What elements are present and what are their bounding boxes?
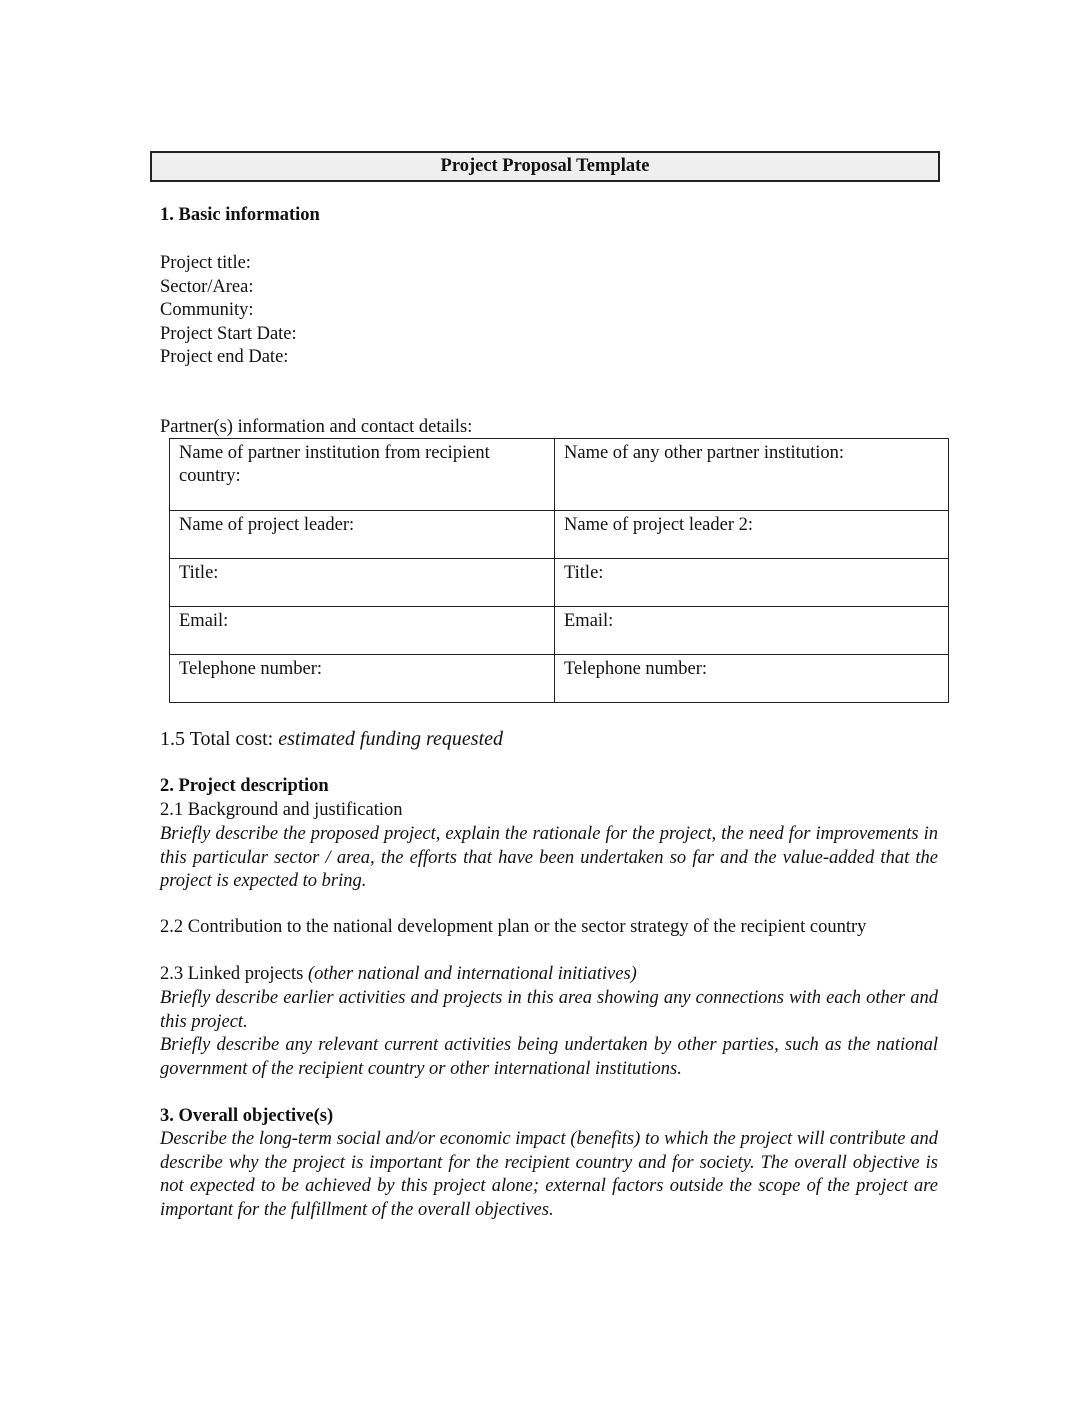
email-2-cell: Email: bbox=[555, 607, 949, 655]
total-cost-label: 1.5 Total cost: bbox=[160, 728, 274, 750]
field-sector-area: Sector/Area: bbox=[160, 276, 254, 297]
section3-heading: 3. Overall objective(s) bbox=[160, 1106, 334, 1126]
table-row bbox=[170, 559, 949, 607]
total-cost-line bbox=[160, 728, 938, 752]
partners-table bbox=[169, 438, 949, 703]
table-row bbox=[170, 607, 949, 655]
partners-caption: Partner(s) information and contact details: bbox=[160, 417, 473, 437]
field-end-date: Project end Date: bbox=[160, 347, 289, 367]
title-2-cell: Title: bbox=[555, 559, 949, 607]
section1-heading: 1. Basic information bbox=[160, 205, 320, 225]
table-row bbox=[170, 511, 949, 559]
table-row bbox=[170, 655, 949, 703]
section2-1-title: 2.1 Background and justification bbox=[160, 800, 403, 820]
document-title: Project Proposal Template bbox=[150, 151, 940, 182]
project-leader-2-cell: Name of project leader 2: bbox=[555, 511, 949, 559]
section2-3-text1: Briefly describe earlier activities and projects in this area showing any connections with each other and this project. bbox=[160, 988, 938, 1032]
partner-institution-cell: Name of partner institution from recipient country: bbox=[170, 439, 555, 511]
section2-1-text: Briefly describe the proposed project, explain the rationale for the project, the need for improvements in this particular sector / area, the efforts that have been undertaken so far and the value-added that the project is expected to bring. bbox=[160, 824, 938, 891]
section2-heading: 2. Project description bbox=[160, 776, 329, 796]
total-cost-hint: estimated funding requested bbox=[278, 728, 504, 750]
section2-3-title: 2.3 Linked projects bbox=[160, 964, 304, 984]
section2-3-title-hint: (other national and international initiatives) bbox=[307, 964, 637, 984]
basic-info-fields bbox=[160, 252, 938, 370]
telephone-2-cell: Telephone number: bbox=[555, 655, 949, 703]
section2-3-title-line bbox=[160, 963, 938, 987]
telephone-cell: Telephone number: bbox=[170, 655, 555, 703]
project-leader-cell: Name of project leader: bbox=[170, 511, 555, 559]
section2-2-title: 2.2 Contribution to the national development plan or the sector strategy of the recipient country bbox=[160, 917, 867, 937]
section3-text: Describe the long-term social and/or economic impact (benefits) to which the project will contribute and describe why the project is important for the recipient country and for society. The overall objective is not expected to be achieved by this project alone; external factors outside the scope of the project are important for the fulfillment of the overall objectives. bbox=[160, 1129, 938, 1220]
field-start-date: Project Start Date: bbox=[160, 323, 297, 344]
title-cell: Title: bbox=[170, 559, 555, 607]
other-partner-institution-cell: Name of any other partner institution: bbox=[555, 439, 949, 511]
section2-3-text2: Briefly describe any relevant current activities being undertaken by other parties, such as the national government of the recipient country or other international institutions. bbox=[160, 1035, 938, 1079]
email-cell: Email: bbox=[170, 607, 555, 655]
field-community: Community: bbox=[160, 300, 254, 320]
table-row bbox=[170, 439, 949, 511]
field-project-title: Project title: bbox=[160, 253, 251, 273]
